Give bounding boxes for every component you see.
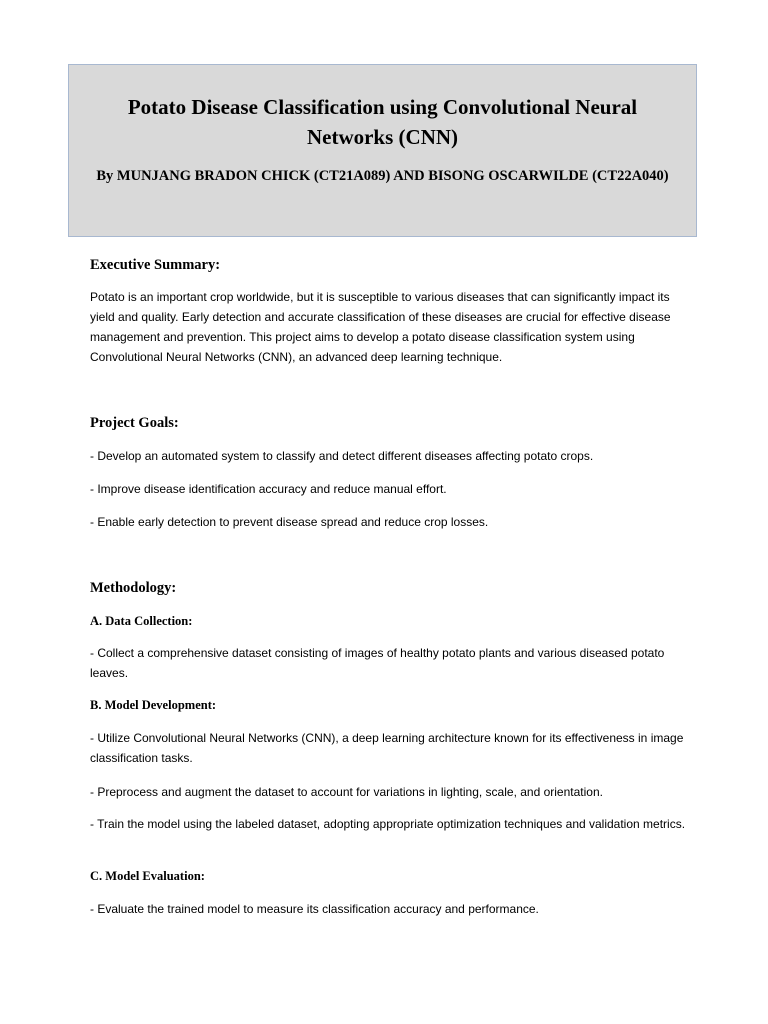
document-title: Potato Disease Classification using Convolutional Neural Networks (CNN) [127,95,638,149]
model-development-item: - Train the model using the labeled dataset, adopting appropriate optimization techniques and validation metrics. [90,817,686,831]
model-evaluation-heading: C. Model Evaluation: [90,869,205,883]
document-authors: By MUNJANG BRADON CHICK (CT21A089) AND BISONG OSCARWILDE (CT22A040) [96,168,669,184]
model-development-item: - Utilize Convolutional Neural Networks (CNN), a deep learning architecture known for its effectiveness in image classification tasks. [90,731,684,765]
project-goals-heading: Project Goals: [90,415,179,431]
executive-summary-heading: Executive Summary: [90,257,221,273]
data-collection-heading: A. Data Collection: [90,614,193,628]
project-goal-item: - Develop an automated system to classify and detect different diseases affecting potato crops. [90,449,594,463]
executive-summary-text: Potato is an important crop worldwide, but it is susceptible to various diseases that can significantly impact its yield and quality. Early detection and accurate classification of these diseases are crucial for effective disease management and prevention. This project aims to develop a potato disease classification system using Convolutional Neural Networks (CNN), an advanced deep learning technique. [90,290,671,364]
title-box [68,64,697,237]
project-goal-item: - Enable early detection to prevent disease spread and reduce crop losses. [90,515,489,529]
model-evaluation-item: - Evaluate the trained model to measure its classification accuracy and performance. [90,902,539,916]
data-collection-item: - Collect a comprehensive dataset consisting of images of healthy potato plants and various diseased potato leaves. [90,646,665,680]
model-development-item: - Preprocess and augment the dataset to account for variations in lighting, scale, and orientation. [90,785,603,799]
model-development-heading: B. Model Development: [90,698,217,712]
methodology-heading: Methodology: [90,580,177,596]
project-goal-item: - Improve disease identification accuracy and reduce manual effort. [90,482,447,496]
